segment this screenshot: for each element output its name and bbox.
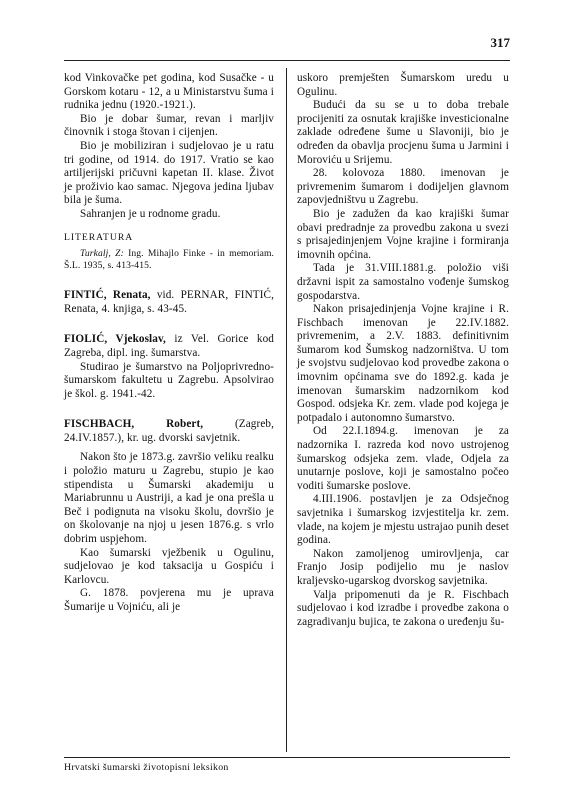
paragraph: 4.III.1906. postavljen je za Odsječnog savjetnika i šumarskog izvjestitelja kr. zem. vlade, na kojem je mjestu ustrajao punih deset godina. [297, 493, 509, 547]
paragraph: kod Vinkovačke pet godina, kod Susačke - u Gorskom kotaru - 12, a u Ministarstvu šuma i rudnika jednu (1920.-1921.). [64, 72, 274, 112]
entry-description: (Zagreb, 24.IV.1857.), kr. ug. dvorski savjetnik. [64, 418, 274, 444]
literature-reference [64, 248, 274, 272]
paragraph: Bio je zadužen da kao krajiški šumar obavi predradnje za provedbu zakona u svezi s prisajedinjenjem Vojne krajine i formiranja imovnih općina. [297, 207, 509, 261]
paragraph: Bio je dobar šumar, revan i marljiv činovnik i stoga štovan i cijenjen. [64, 112, 274, 139]
paragraph: Nakon što je 1873.g. završio veliku realku i položio maturu u Zagrebu, stupio je kao stipendista u Šumarski akademiju u Mariabrunnu u Austriji, a kad je ona prešla u Beč i podignuta na visoku školu, dovršio je on školovanje na njoj u jesen 1876.g. s vrlo dobrim uspjehom. [64, 451, 274, 546]
literature-heading: LITERATURA [64, 231, 134, 243]
literature-details: Ing. Mihajlo Finke - in memoriam. Š.L. 1935, s. 413-415. [64, 248, 274, 272]
paragraph: uskoro premješten Šumarskom uredu u Ogulinu. [297, 72, 509, 98]
entry-fischbach-heading [64, 418, 274, 445]
paragraph: Budući da su se u to doba trebale procijeniti za osnutak krajiške investicionalne zaklade određene šume u Slavoniji, bio je određen da obavlja procjenu šuma u Jarmini i Moroviću u Srijemu. [297, 99, 509, 166]
paragraph: 28. kolovoza 1880. imenovan je privremenim šumarom i dodijeljen glavnom zapovjedništvu u Zagrebu. [297, 167, 509, 207]
page-number: 317 [490, 35, 510, 50]
entry-name: FINTIĆ, Renata, [64, 289, 151, 302]
paragraph: G. 1878. povjerena mu je uprava Šumarije u Vojniću, ali je [64, 587, 274, 613]
entry-name: FISCHBACH, Robert, [64, 418, 204, 431]
footer-title: Hrvatski šumarski životopisni leksikon [64, 762, 229, 773]
paragraph: Sahranjen je u rodnome gradu. [80, 207, 221, 220]
paragraph: Tada je 31.VIII.1881.g. položio viši državni ispit za samostalno vođenje šumskog gospodarstva. [297, 262, 509, 302]
entry-fiolic-heading [64, 333, 274, 360]
paragraph: Kao šumarski vježbenik u Ogulinu, sudjelovao je kod taksacija u Gospiću i Karlovcu. [64, 546, 274, 586]
column-divider [286, 68, 287, 752]
paragraph: Bio je mobiliziran i sudjelovao je u ratu tri godine, od 1914. do 1917. Vratio se kao artiljerijski pričuvni kapetan II. klase. Život je proživio kao samac. Njegova jedina ljubav bila je šuma. [64, 139, 274, 207]
paragraph: Nakon zamoljenog umirovljenja, car Franjo Josip podijelio mu je naslov kraljevsko-ugarskog dvorskog savjetnika. [297, 547, 509, 587]
entry-name: FIOLIĆ, Vjekoslav, [64, 333, 166, 346]
header-rule [64, 60, 510, 61]
right-column [297, 72, 509, 629]
left-column [64, 72, 274, 615]
entry-description: vid. PERNAR, FINTIĆ, Renata, 4. knjiga, s. 43-45. [64, 289, 274, 315]
literature-author: Turkalj, Z: [80, 248, 124, 260]
paragraph: Nakon prisajedinjenja Vojne krajine i R. Fischbach imenovan je 22.IV.1882. privremenim, a 2.V. 1883. definitivnim šumarom kod Šumskog nadzorništva. U tom je svojstvu sudjelovao kod provedbe zakona o imovnim općinama sve do 1892.g. kada je imenovan šumarskim nadzornikom kod Gospod. odsjeka Kr. zem. vlade pod kojega je potpadalo i autonomno šumarstvo. [297, 303, 509, 424]
paragraph: Valja pripomenuti da je R. Fischbach sudjelovao i kod izradbe i provedbe zakona o zagradivanju bujica, te zakona o uređenju šu- [297, 588, 509, 628]
entry-fintic-heading [64, 289, 274, 316]
footer-rule [64, 757, 510, 758]
entry-description: iz Vel. Gorice kod Zagreba, dipl. ing. šumarstva. [64, 333, 274, 359]
paragraph: Od 22.I.1894.g. imenovan je za nadzornika I. razreda kod novo ustrojenog šumarskog odsjeka zem. vlade, Odjela za unutarnje poslove, koji je samostalno počeo voditi šumarske poslove. [297, 425, 509, 492]
paragraph: Studirao je šumarstvo na Poljoprivredno-šumarskom fakultetu u Zagrebu. Apsolvirao je škol. g. 1941.-42. [64, 360, 274, 400]
